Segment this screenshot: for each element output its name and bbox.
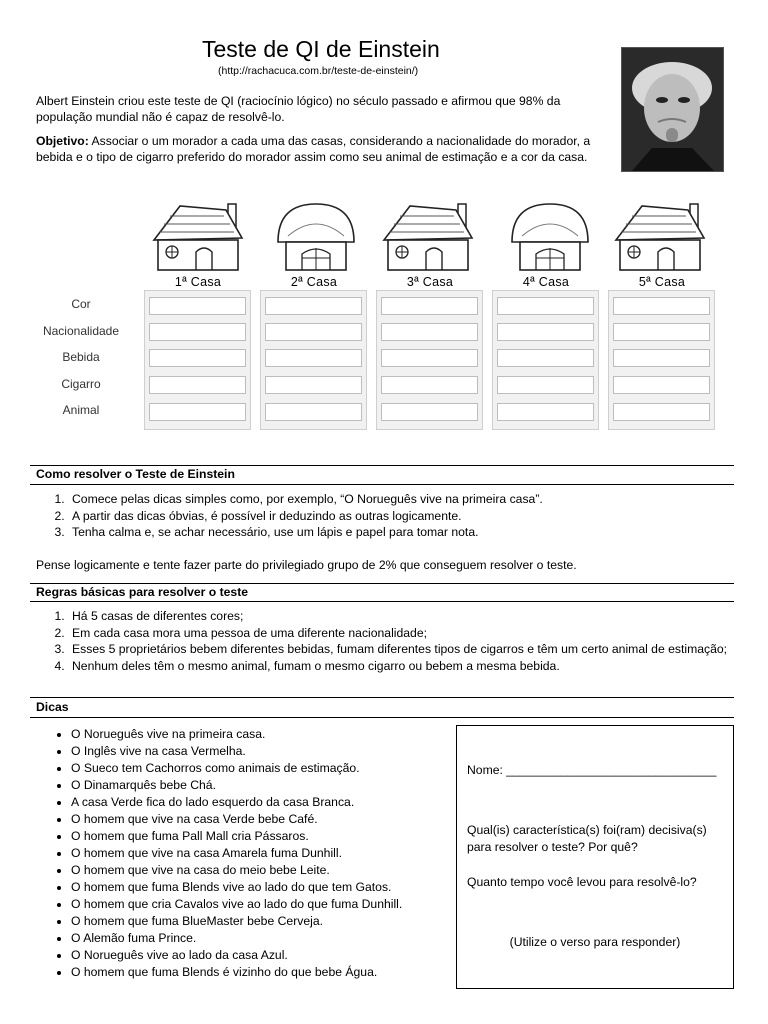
list-item: • O homem que vive na casa Amarela fuma Dunhill.: [71, 845, 481, 862]
list-item: 1. Há 5 casas de diferentes cores;: [68, 608, 748, 625]
answer-box[interactable]: [613, 403, 710, 421]
list-item: • O homem que fuma Blends é vizinho do que bebe Água.: [71, 964, 481, 981]
answer-box[interactable]: [265, 376, 362, 394]
rules-heading: Regras básicas para resolver o teste: [36, 585, 249, 599]
divider: [30, 465, 734, 466]
answer-box[interactable]: [497, 349, 594, 367]
intro-paragraph: Albert Einstein criou este teste de QI (raciocínio lógico) no século passado e afirmou que 98% da população mundial não é capaz de resolvê-lo.: [36, 94, 561, 124]
round-house-icon: [268, 198, 364, 272]
answer-box[interactable]: [265, 349, 362, 367]
divider: [30, 484, 734, 485]
house-label-4: 4ª Casa: [522, 275, 570, 289]
list-item: 2. A partir das dicas óbvias, é possível ir deduzindo as outras logicamente.: [68, 508, 748, 525]
list-item: • O Dinamarquês bebe Chá.: [71, 777, 481, 794]
list-item: 2. Em cada casa mora uma pessoa de uma diferente nacionalidade;: [68, 625, 748, 642]
how-to-list: [36, 491, 748, 541]
house-label-2: 2ª Casa: [290, 275, 338, 289]
list-item: • O homem que cria Cavalos vive ao lado do que fuma Dunhill.: [71, 896, 481, 913]
row-label-cigarro: Cigarro: [61, 377, 101, 391]
list-item: • O Alemão fuma Prince.: [71, 930, 481, 947]
answer-box[interactable]: [381, 403, 478, 421]
house-label-1: 1ª Casa: [174, 275, 222, 289]
answer-footer-note: (Utilize o verso para responder): [509, 935, 681, 949]
divider: [30, 601, 734, 602]
answer-box[interactable]: [497, 376, 594, 394]
answer-box[interactable]: [149, 403, 246, 421]
answer-box[interactable]: [265, 297, 362, 315]
answer-panel: [456, 725, 734, 989]
list-item: • O Sueco tem Cachorros como animais de estimação.: [71, 760, 481, 777]
answer-box[interactable]: [497, 297, 594, 315]
answer-box[interactable]: [381, 297, 478, 315]
house-column-1: [144, 290, 251, 430]
objective-label: Objetivo:: [36, 134, 89, 148]
tips-heading: Dicas: [36, 700, 69, 714]
answer-box[interactable]: [149, 349, 246, 367]
objective-text: Associar o um morador a cada uma das casas, considerando a nacionalidade do morador, a bebida e o tipo de cigarro preferido do morador assim como seu animal de estimação e a cor da casa.: [36, 134, 591, 164]
list-item: • O homem que fuma BlueMaster bebe Cerveja.: [71, 913, 481, 930]
list-item: • O Norueguês vive na primeira casa.: [71, 726, 481, 743]
list-item: 3. Esses 5 proprietários bebem diferentes bebidas, fumam diferentes tipos de cigarros e têm um certo animal de estimação;: [68, 641, 748, 658]
answer-box[interactable]: [613, 349, 710, 367]
answer-box[interactable]: [149, 323, 246, 341]
name-field-label[interactable]: Nome: _______________________________: [467, 763, 717, 777]
answer-box[interactable]: [265, 323, 362, 341]
how-to-note: Pense logicamente e tente fazer parte do privilegiado grupo de 2% que conseguem resolver o teste.: [36, 558, 577, 572]
rules-list: [36, 608, 748, 674]
question-time: Quanto tempo você levou para resolvê-lo?: [467, 875, 697, 889]
answer-box[interactable]: [381, 323, 478, 341]
answer-box[interactable]: [149, 376, 246, 394]
list-item: • O homem que fuma Pall Mall cria Pássaros.: [71, 828, 481, 845]
list-item: 4. Nenhum deles têm o mesmo animal, fumam o mesmo cigarro ou bebem a mesma bebida.: [68, 658, 748, 675]
objective-paragraph: [36, 133, 616, 165]
cottage-house-icon: [612, 198, 708, 272]
source-url: (http://rachacuca.com.br/teste-de-einstein/): [218, 65, 419, 77]
house-column-2: [260, 290, 367, 430]
list-item: • A casa Verde fica do lado esquerdo da casa Branca.: [71, 794, 481, 811]
house-label-5: 5ª Casa: [638, 275, 686, 289]
list-item: • O homem que vive na casa do meio bebe Leite.: [71, 862, 481, 879]
house-column-3: [376, 290, 483, 430]
answer-box[interactable]: [381, 376, 478, 394]
list-item: • O Inglês vive na casa Vermelha.: [71, 743, 481, 760]
einstein-portrait-icon: [621, 47, 724, 172]
answer-box[interactable]: [613, 323, 710, 341]
answer-box[interactable]: [497, 323, 594, 341]
answer-box[interactable]: [613, 376, 710, 394]
list-item: 1. Comece pelas dicas simples como, por exemplo, “O Norueguês vive na primeira casa”.: [68, 491, 748, 508]
house-column-5: [608, 290, 715, 430]
divider: [30, 717, 734, 718]
tips-list: [36, 726, 481, 981]
cottage-house-icon: [150, 198, 246, 272]
question-decisive: Qual(is) característica(s) foi(ram) decisiva(s) para resolver o teste? Por quê?: [467, 823, 707, 854]
divider: [30, 583, 734, 584]
list-item: • O Norueguês vive ao lado da casa Azul.: [71, 947, 481, 964]
answer-box[interactable]: [381, 349, 478, 367]
answer-box[interactable]: [497, 403, 594, 421]
cottage-house-icon: [380, 198, 476, 272]
row-label-bebida: Bebida: [62, 350, 100, 364]
row-label-cor: Cor: [71, 297, 91, 311]
house-column-4: [492, 290, 599, 430]
list-item: 3. Tenha calma e, se achar necessário, use um lápis e papel para tomar nota.: [68, 524, 748, 541]
how-to-heading: Como resolver o Teste de Einstein: [36, 467, 235, 481]
house-label-3: 3ª Casa: [406, 275, 454, 289]
list-item: • O homem que vive na casa Verde bebe Café.: [71, 811, 481, 828]
row-label-animal: Animal: [62, 403, 100, 417]
answer-box[interactable]: [265, 403, 362, 421]
row-label-nacionalidade: Nacionalidade: [42, 324, 120, 338]
list-item: • O homem que fuma Blends vive ao lado do que tem Gatos.: [71, 879, 481, 896]
answer-box[interactable]: [613, 297, 710, 315]
answer-box[interactable]: [149, 297, 246, 315]
round-house-icon: [502, 198, 598, 272]
page-title: Teste de QI de Einstein: [202, 36, 440, 62]
divider: [30, 697, 734, 698]
